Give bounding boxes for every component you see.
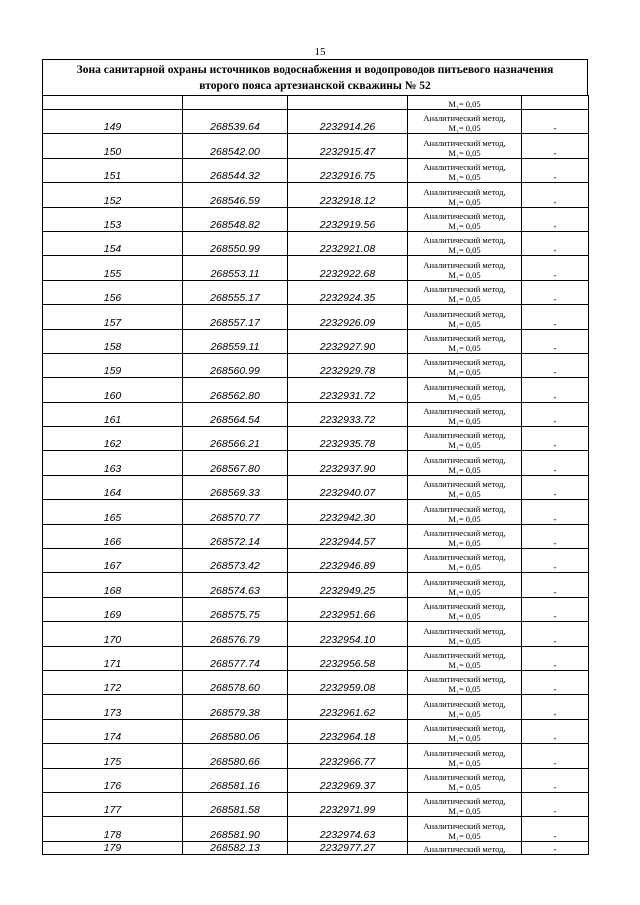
method-label: Аналитический метод, — [423, 430, 506, 441]
method-label: Аналитический метод, — [423, 406, 506, 417]
note-dash: - — [522, 207, 589, 231]
y-coordinate: 2232969.37 — [288, 768, 408, 792]
method-cell — [408, 110, 522, 134]
y-coordinate: 2232921.08 — [288, 231, 408, 255]
method-cell — [408, 573, 522, 597]
method-label: Аналитический метод, — [423, 308, 506, 319]
note-dash: - — [522, 353, 589, 377]
table-row — [43, 280, 589, 304]
y-coordinate: 2232937.90 — [288, 451, 408, 475]
table-row — [43, 256, 589, 280]
note-dash: - — [522, 451, 589, 475]
y-coordinate: 2232946.89 — [288, 549, 408, 573]
title-line-1: Зона санитарной охраны источников водоснабжения и водопроводов питьевого назначения — [76, 64, 554, 76]
method-label: Аналитический метод, — [423, 381, 506, 392]
table-row — [43, 110, 589, 134]
method-label: Аналитический метод, — [423, 479, 506, 490]
method-label: Аналитический метод, — [423, 357, 506, 368]
method-cell — [408, 841, 522, 854]
method-label: Аналитический метод, — [423, 796, 506, 807]
table-row — [43, 744, 589, 768]
y-coordinate: 2232924.35 — [288, 280, 408, 304]
note-dash: - — [522, 305, 589, 329]
note-dash: - — [522, 597, 589, 621]
x-coordinate: 268553.11 — [183, 256, 288, 280]
note-dash: - — [522, 524, 589, 548]
x-coordinate: 268564.54 — [183, 402, 288, 426]
point-number: 166 — [43, 524, 183, 548]
table-row — [43, 402, 589, 426]
point-number: 171 — [43, 646, 183, 670]
method-cell — [408, 549, 522, 573]
point-number: 172 — [43, 670, 183, 694]
point-number: 155 — [43, 256, 183, 280]
method-cell — [408, 329, 522, 353]
point-number: 168 — [43, 573, 183, 597]
method-label: Аналитический метод, — [423, 284, 506, 295]
method-accuracy: M₁= 0,05 — [448, 342, 481, 353]
method-cell — [408, 158, 522, 182]
y-coordinate: 2232919.56 — [288, 207, 408, 231]
point-number: 164 — [43, 475, 183, 499]
x-coordinate: 268546.59 — [183, 183, 288, 207]
method-label: Аналитический метод, — [423, 674, 506, 685]
x-coordinate: 268550.99 — [183, 231, 288, 255]
y-cell — [288, 96, 408, 110]
y-coordinate: 2232964.18 — [288, 719, 408, 743]
y-coordinate: 2232959.08 — [288, 670, 408, 694]
method-accuracy: M₁= 0,05 — [448, 367, 481, 378]
method-cell — [408, 524, 522, 548]
method-accuracy: M₁= 0,05 — [448, 489, 481, 500]
method-accuracy: M₁= 0,05 — [448, 416, 481, 427]
method-accuracy: M₁= 0,05 — [448, 830, 481, 841]
method-accuracy: M₁= 0,05 — [448, 708, 481, 719]
method-accuracy: M₁= 0,05 — [448, 781, 481, 792]
note-dash: - — [522, 158, 589, 182]
method-accuracy: M₁= 0,05 — [448, 635, 481, 646]
x-coordinate: 268581.58 — [183, 792, 288, 816]
table-row — [43, 207, 589, 231]
point-number: 176 — [43, 768, 183, 792]
method-label: Аналитический метод, — [423, 723, 506, 734]
table-row — [43, 768, 589, 792]
y-coordinate: 2232918.12 — [288, 183, 408, 207]
table-row — [43, 353, 589, 377]
note-dash: - — [522, 792, 589, 816]
note-dash: - — [522, 231, 589, 255]
y-coordinate: 2232914.26 — [288, 110, 408, 134]
method-cell — [408, 768, 522, 792]
x-coordinate: 268580.66 — [183, 744, 288, 768]
method-accuracy: M₁= 0,05 — [448, 659, 481, 670]
method-accuracy: M₁= 0,05 — [448, 123, 481, 134]
method-cell — [408, 597, 522, 621]
x-coordinate: 268574.63 — [183, 573, 288, 597]
x-coordinate: 268570.77 — [183, 500, 288, 524]
note-dash: - — [522, 719, 589, 743]
point-number: 156 — [43, 280, 183, 304]
point-number: 165 — [43, 500, 183, 524]
note-dash: - — [522, 695, 589, 719]
x-coordinate: 268557.17 — [183, 305, 288, 329]
point-number: 157 — [43, 305, 183, 329]
method-accuracy: M₁= 0,05 — [448, 440, 481, 451]
method-accuracy: M₁= 0,05 — [448, 196, 481, 207]
method-accuracy: M₁= 0,05 — [448, 513, 481, 524]
table-row-continued — [43, 96, 589, 110]
method-cell — [408, 183, 522, 207]
x-coordinate: 268555.17 — [183, 280, 288, 304]
point-number: 153 — [43, 207, 183, 231]
y-coordinate: 2232977.27 — [288, 841, 408, 854]
y-coordinate: 2232944.57 — [288, 524, 408, 548]
table-row — [43, 841, 589, 854]
table-row — [43, 475, 589, 499]
x-coordinate: 268542.00 — [183, 134, 288, 158]
method-accuracy: M₁= 0,05 — [448, 562, 481, 573]
note-dash: - — [522, 646, 589, 670]
method-label: Аналитический метод, — [423, 137, 506, 148]
table-row — [43, 597, 589, 621]
method-cell — [408, 378, 522, 402]
method-cell — [408, 134, 522, 158]
method-label: Аналитический метод, — [423, 259, 506, 270]
point-number: 169 — [43, 597, 183, 621]
table-row — [43, 524, 589, 548]
point-number-cell — [43, 96, 183, 110]
method-cell — [408, 280, 522, 304]
note-dash: - — [522, 573, 589, 597]
method-label: Аналитический метод, — [423, 503, 506, 514]
x-coordinate: 268573.42 — [183, 549, 288, 573]
x-coordinate: 268576.79 — [183, 622, 288, 646]
point-number: 167 — [43, 549, 183, 573]
table-row — [43, 451, 589, 475]
note-dash: - — [522, 280, 589, 304]
method-cell — [408, 96, 522, 110]
point-number: 175 — [43, 744, 183, 768]
table-row — [43, 329, 589, 353]
method-label: Аналитический метод, — [423, 552, 506, 563]
point-number: 150 — [43, 134, 183, 158]
note-dash: - — [522, 622, 589, 646]
table-row — [43, 573, 589, 597]
point-number: 170 — [43, 622, 183, 646]
table-row — [43, 670, 589, 694]
method-accuracy: M₁= 0,05 — [448, 806, 481, 817]
method-label: Аналитический метод, — [423, 162, 506, 173]
method-label: Аналитический метод, — [423, 625, 506, 636]
x-coordinate: 268562.80 — [183, 378, 288, 402]
point-number: 151 — [43, 158, 183, 182]
x-coordinate: 268577.74 — [183, 646, 288, 670]
method-accuracy: M₁= 0,05 — [448, 220, 481, 231]
point-number: 177 — [43, 792, 183, 816]
method-label: Аналитический метод, — [423, 576, 506, 587]
method-cell — [408, 475, 522, 499]
method-cell — [408, 231, 522, 255]
x-coordinate: 268559.11 — [183, 329, 288, 353]
note-dash: - — [522, 110, 589, 134]
point-number: 154 — [43, 231, 183, 255]
method-accuracy: M₁= 0,05 — [448, 318, 481, 329]
x-coordinate: 268569.33 — [183, 475, 288, 499]
y-coordinate: 2232929.78 — [288, 353, 408, 377]
point-number: 179 — [43, 841, 183, 854]
table-row — [43, 695, 589, 719]
method-label: Аналитический метод, — [423, 528, 506, 539]
y-coordinate: 2232954.10 — [288, 622, 408, 646]
table-row — [43, 183, 589, 207]
note-dash: - — [522, 183, 589, 207]
method-cell — [408, 207, 522, 231]
method-label: Аналитический метод, — [423, 698, 506, 709]
y-coordinate: 2232926.09 — [288, 305, 408, 329]
method-cell — [408, 646, 522, 670]
y-coordinate: 2232916.75 — [288, 158, 408, 182]
point-number: 163 — [43, 451, 183, 475]
x-coordinate: 268578.60 — [183, 670, 288, 694]
method-cell — [408, 695, 522, 719]
method-accuracy: M₁= 0,05 — [448, 99, 481, 109]
x-coordinate: 268548.82 — [183, 207, 288, 231]
point-number: 174 — [43, 719, 183, 743]
y-coordinate: 2232942.30 — [288, 500, 408, 524]
y-coordinate: 2232933.72 — [288, 402, 408, 426]
y-coordinate: 2232966.77 — [288, 744, 408, 768]
method-cell — [408, 500, 522, 524]
method-accuracy: M₁= 0,05 — [448, 464, 481, 475]
note-dash: - — [522, 744, 589, 768]
table-row — [43, 158, 589, 182]
method-cell — [408, 744, 522, 768]
method-label: Аналитический метод, — [423, 454, 506, 465]
method-label: Аналитический метод, — [423, 210, 506, 221]
method-label: Аналитический метод, — [423, 771, 506, 782]
note-dash: - — [522, 475, 589, 499]
method-label: Аналитический метод, — [423, 747, 506, 758]
x-coordinate: 268572.14 — [183, 524, 288, 548]
note-dash: - — [522, 402, 589, 426]
x-coordinate: 268567.80 — [183, 451, 288, 475]
method-accuracy: M₁= 0,05 — [448, 611, 481, 622]
method-label: Аналитический метод, — [423, 649, 506, 660]
y-coordinate: 2232971.99 — [288, 792, 408, 816]
note-dash: - — [522, 768, 589, 792]
note-dash: - — [522, 256, 589, 280]
method-cell — [408, 402, 522, 426]
method-cell — [408, 451, 522, 475]
table-row — [43, 646, 589, 670]
method-label: Аналитический метод, — [423, 113, 506, 124]
method-accuracy: M₁= 0,05 — [448, 294, 481, 305]
method-cell — [408, 792, 522, 816]
method-cell — [408, 719, 522, 743]
method-cell — [408, 670, 522, 694]
point-number: 173 — [43, 695, 183, 719]
note-dash: - — [522, 841, 589, 854]
x-coordinate: 268566.21 — [183, 427, 288, 451]
method-accuracy: M₁= 0,05 — [448, 172, 481, 183]
method-accuracy: M₁= 0,05 — [448, 733, 481, 744]
method-cell — [408, 427, 522, 451]
table-row — [43, 622, 589, 646]
point-number: 160 — [43, 378, 183, 402]
note-dash: - — [522, 329, 589, 353]
y-coordinate: 2232956.58 — [288, 646, 408, 670]
table-row — [43, 719, 589, 743]
table-row — [43, 305, 589, 329]
method-accuracy: M₁= 0,05 — [448, 147, 481, 158]
y-coordinate: 2232949.25 — [288, 573, 408, 597]
x-coordinate: 268560.99 — [183, 353, 288, 377]
point-number: 159 — [43, 353, 183, 377]
y-coordinate: 2232935.78 — [288, 427, 408, 451]
method-cell — [408, 353, 522, 377]
y-coordinate: 2232961.62 — [288, 695, 408, 719]
method-cell — [408, 817, 522, 841]
method-cell — [408, 256, 522, 280]
x-coordinate: 268579.38 — [183, 695, 288, 719]
method-accuracy: M₁= 0,05 — [448, 684, 481, 695]
note-dash: - — [522, 670, 589, 694]
method-accuracy: M₁= 0,05 — [448, 586, 481, 597]
note-dash: - — [522, 549, 589, 573]
table-row — [43, 427, 589, 451]
x-coordinate: 268582.13 — [183, 841, 288, 854]
note-dash: - — [522, 817, 589, 841]
x-coordinate: 268581.90 — [183, 817, 288, 841]
page-title — [42, 59, 588, 96]
page-number: 15 — [314, 46, 326, 58]
x-coordinate: 268539.64 — [183, 110, 288, 134]
table-row — [43, 549, 589, 573]
table-row — [43, 817, 589, 841]
table-row — [43, 231, 589, 255]
x-cell — [183, 96, 288, 110]
method-label: Аналитический метод, — [423, 843, 506, 854]
point-number: 152 — [43, 183, 183, 207]
method-accuracy: M₁= 0,05 — [448, 269, 481, 280]
method-accuracy: M₁= 0,05 — [448, 245, 481, 256]
table-row — [43, 134, 589, 158]
title-line-2: второго пояса артезианской скважины № 52 — [199, 80, 431, 92]
method-accuracy: M₁= 0,05 — [448, 757, 481, 768]
note-dash: - — [522, 378, 589, 402]
point-number: 161 — [43, 402, 183, 426]
method-label: Аналитический метод, — [423, 186, 506, 197]
method-label: Аналитический метод, — [423, 820, 506, 831]
note-cell — [522, 96, 589, 110]
method-label: Аналитический метод, — [423, 332, 506, 343]
method-label: Аналитический метод, — [423, 601, 506, 612]
table-row — [43, 378, 589, 402]
method-cell — [408, 305, 522, 329]
note-dash: - — [522, 500, 589, 524]
x-coordinate: 268544.32 — [183, 158, 288, 182]
note-dash: - — [522, 134, 589, 158]
method-accuracy: M₁= 0,05 — [448, 538, 481, 549]
note-dash: - — [522, 427, 589, 451]
y-coordinate: 2232922.68 — [288, 256, 408, 280]
point-number: 158 — [43, 329, 183, 353]
table-row — [43, 500, 589, 524]
point-number: 178 — [43, 817, 183, 841]
point-number: 149 — [43, 110, 183, 134]
x-coordinate: 268581.16 — [183, 768, 288, 792]
method-cell — [408, 622, 522, 646]
method-label: Аналитический метод, — [423, 235, 506, 246]
table-row — [43, 792, 589, 816]
y-coordinate: 2232915.47 — [288, 134, 408, 158]
y-coordinate: 2232951.66 — [288, 597, 408, 621]
x-coordinate: 268575.75 — [183, 597, 288, 621]
point-number: 162 — [43, 427, 183, 451]
y-coordinate: 2232974.63 — [288, 817, 408, 841]
coordinates-table — [42, 95, 589, 855]
x-coordinate: 268580.06 — [183, 719, 288, 743]
y-coordinate: 2232940.07 — [288, 475, 408, 499]
method-accuracy: M₁= 0,05 — [448, 391, 481, 402]
y-coordinate: 2232927.90 — [288, 329, 408, 353]
y-coordinate: 2232931.72 — [288, 378, 408, 402]
